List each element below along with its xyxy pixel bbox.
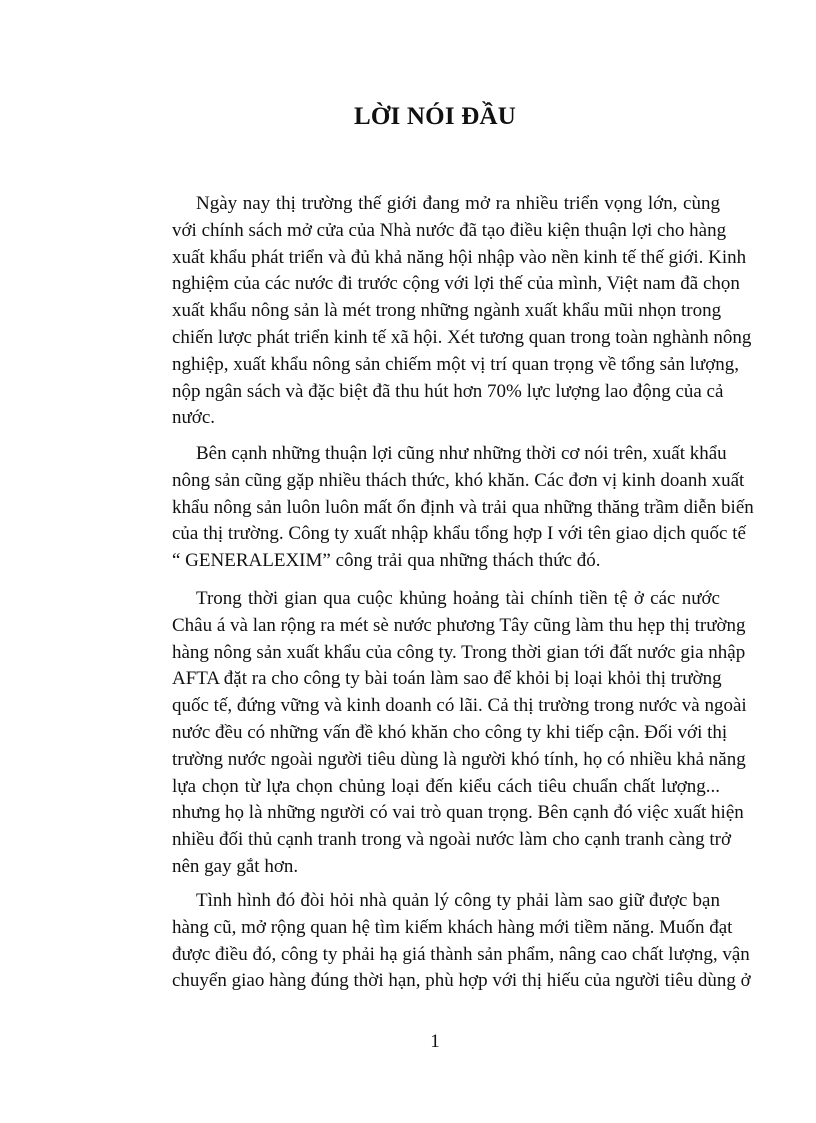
text-line: nhiều đối thủ cạnh tranh trong và ngoài nước làm cho cạnh tranh càng trở bbox=[172, 829, 732, 851]
text-line: với chính sách mở cửa của Nhà nước đã tạo điều kiện thuận lợi cho hàng bbox=[172, 219, 727, 241]
text-line: của thị trường. Công ty xuất nhập khẩu tổng hợp I với tên giao dịch quốc tế bbox=[172, 523, 746, 545]
text-line: nghiệp, xuất khẩu nông sản chiếm một vị trí quan trọng về tổng sản lượng, bbox=[172, 353, 740, 375]
paragraph-3 bbox=[172, 586, 747, 881]
text-line: nước đều có những vấn đề khó khăn cho công ty khi tiếp cận. Đối với thị bbox=[172, 721, 728, 743]
text-line: nhưng họ là những người có vai trò quan trọng. Bên cạnh đó việc xuất hiện bbox=[172, 802, 744, 824]
text-line: nước. bbox=[172, 407, 216, 429]
text-line: nghiệm của các nước đi trước cộng với lợi thế của mình, Việt nam đã chọn bbox=[172, 273, 740, 295]
text-line: khẩu nông sản luôn luôn mất ổn định và trải qua những thăng trầm diễn biến bbox=[172, 496, 754, 518]
paragraph-4 bbox=[172, 888, 751, 995]
text-line: quốc tế, đứng vững và kinh doanh có lãi. Cả thị trường trong nước và ngoài bbox=[172, 695, 747, 717]
text-line: Trong thời gian qua cuộc khủng hoảng tài chính tiền tệ ở các nước bbox=[196, 588, 720, 609]
text-line: nên gay gắt hơn. bbox=[172, 855, 299, 877]
text-line: trường nước ngoài người tiêu dùng là người khó tính, họ có nhiều khả năng bbox=[172, 748, 746, 770]
paragraph-2 bbox=[172, 441, 754, 575]
text-line: xuất khẩu phát triển và đủ khả năng hội nhập vào nền kinh tế thế giới. Kinh bbox=[172, 246, 747, 268]
text-line: hàng cũ, mở rộng quan hệ tìm kiếm khách hàng mới tiềm năng. Muốn đạt bbox=[172, 916, 733, 938]
text-line: lựa chọn từ lựa chọn chủng loại đến kiểu cách tiêu chuẩn chất lượng... bbox=[172, 775, 720, 797]
text-line: hàng nông sản xuất khẩu của công ty. Trong thời gian tới đất nước gia nhập bbox=[172, 641, 746, 663]
paragraph-1 bbox=[172, 191, 752, 432]
text-line: Ngày nay thị trường thế giới đang mở ra nhiều triển vọng lớn, cùng bbox=[196, 193, 720, 214]
text-line: AFTA đặt ra cho công ty bài toán làm sao để khỏi bị loại khỏi thị trường bbox=[172, 668, 722, 690]
text-line: xuất khẩu nông sản là mét trong những ngành xuất khẩu mũi nhọn trong bbox=[172, 300, 722, 322]
page-number: 1 bbox=[430, 1031, 440, 1052]
text-line: nông sản cũng gặp nhiều thách thức, khó khăn. Các đơn vị kinh doanh xuất bbox=[172, 469, 745, 491]
text-line: Bên cạnh những thuận lợi cũng như những thời cơ nói trên, xuất khẩu bbox=[196, 443, 727, 464]
text-line: Tình hình đó đòi hỏi nhà quản lý công ty phải làm sao giữ được bạn bbox=[196, 890, 720, 911]
text-line: “ GENERALEXIM” công trải qua những thách thức đó. bbox=[172, 550, 601, 572]
text-line: được điều đó, công ty phải hạ giá thành sản phẩm, nâng cao chất lượng, vận bbox=[172, 943, 750, 965]
page-title: LỜI NÓI ĐẦU bbox=[354, 103, 516, 130]
text-line: nộp ngân sách và đặc biệt đã thu hút hơn 70% lực lượng lao động của cả bbox=[172, 380, 724, 402]
text-line: Châu á và lan rộng ra mét sè nước phương Tây cũng làm thu hẹp thị trường bbox=[172, 614, 746, 636]
text-line: chiến lược phát triển kinh tế xã hội. Xét tương quan trong toàn nghành nông bbox=[172, 326, 752, 348]
text-line: chuyển giao hàng đúng thời hạn, phù hợp với thị hiếu của người tiêu dùng ở bbox=[172, 970, 751, 992]
